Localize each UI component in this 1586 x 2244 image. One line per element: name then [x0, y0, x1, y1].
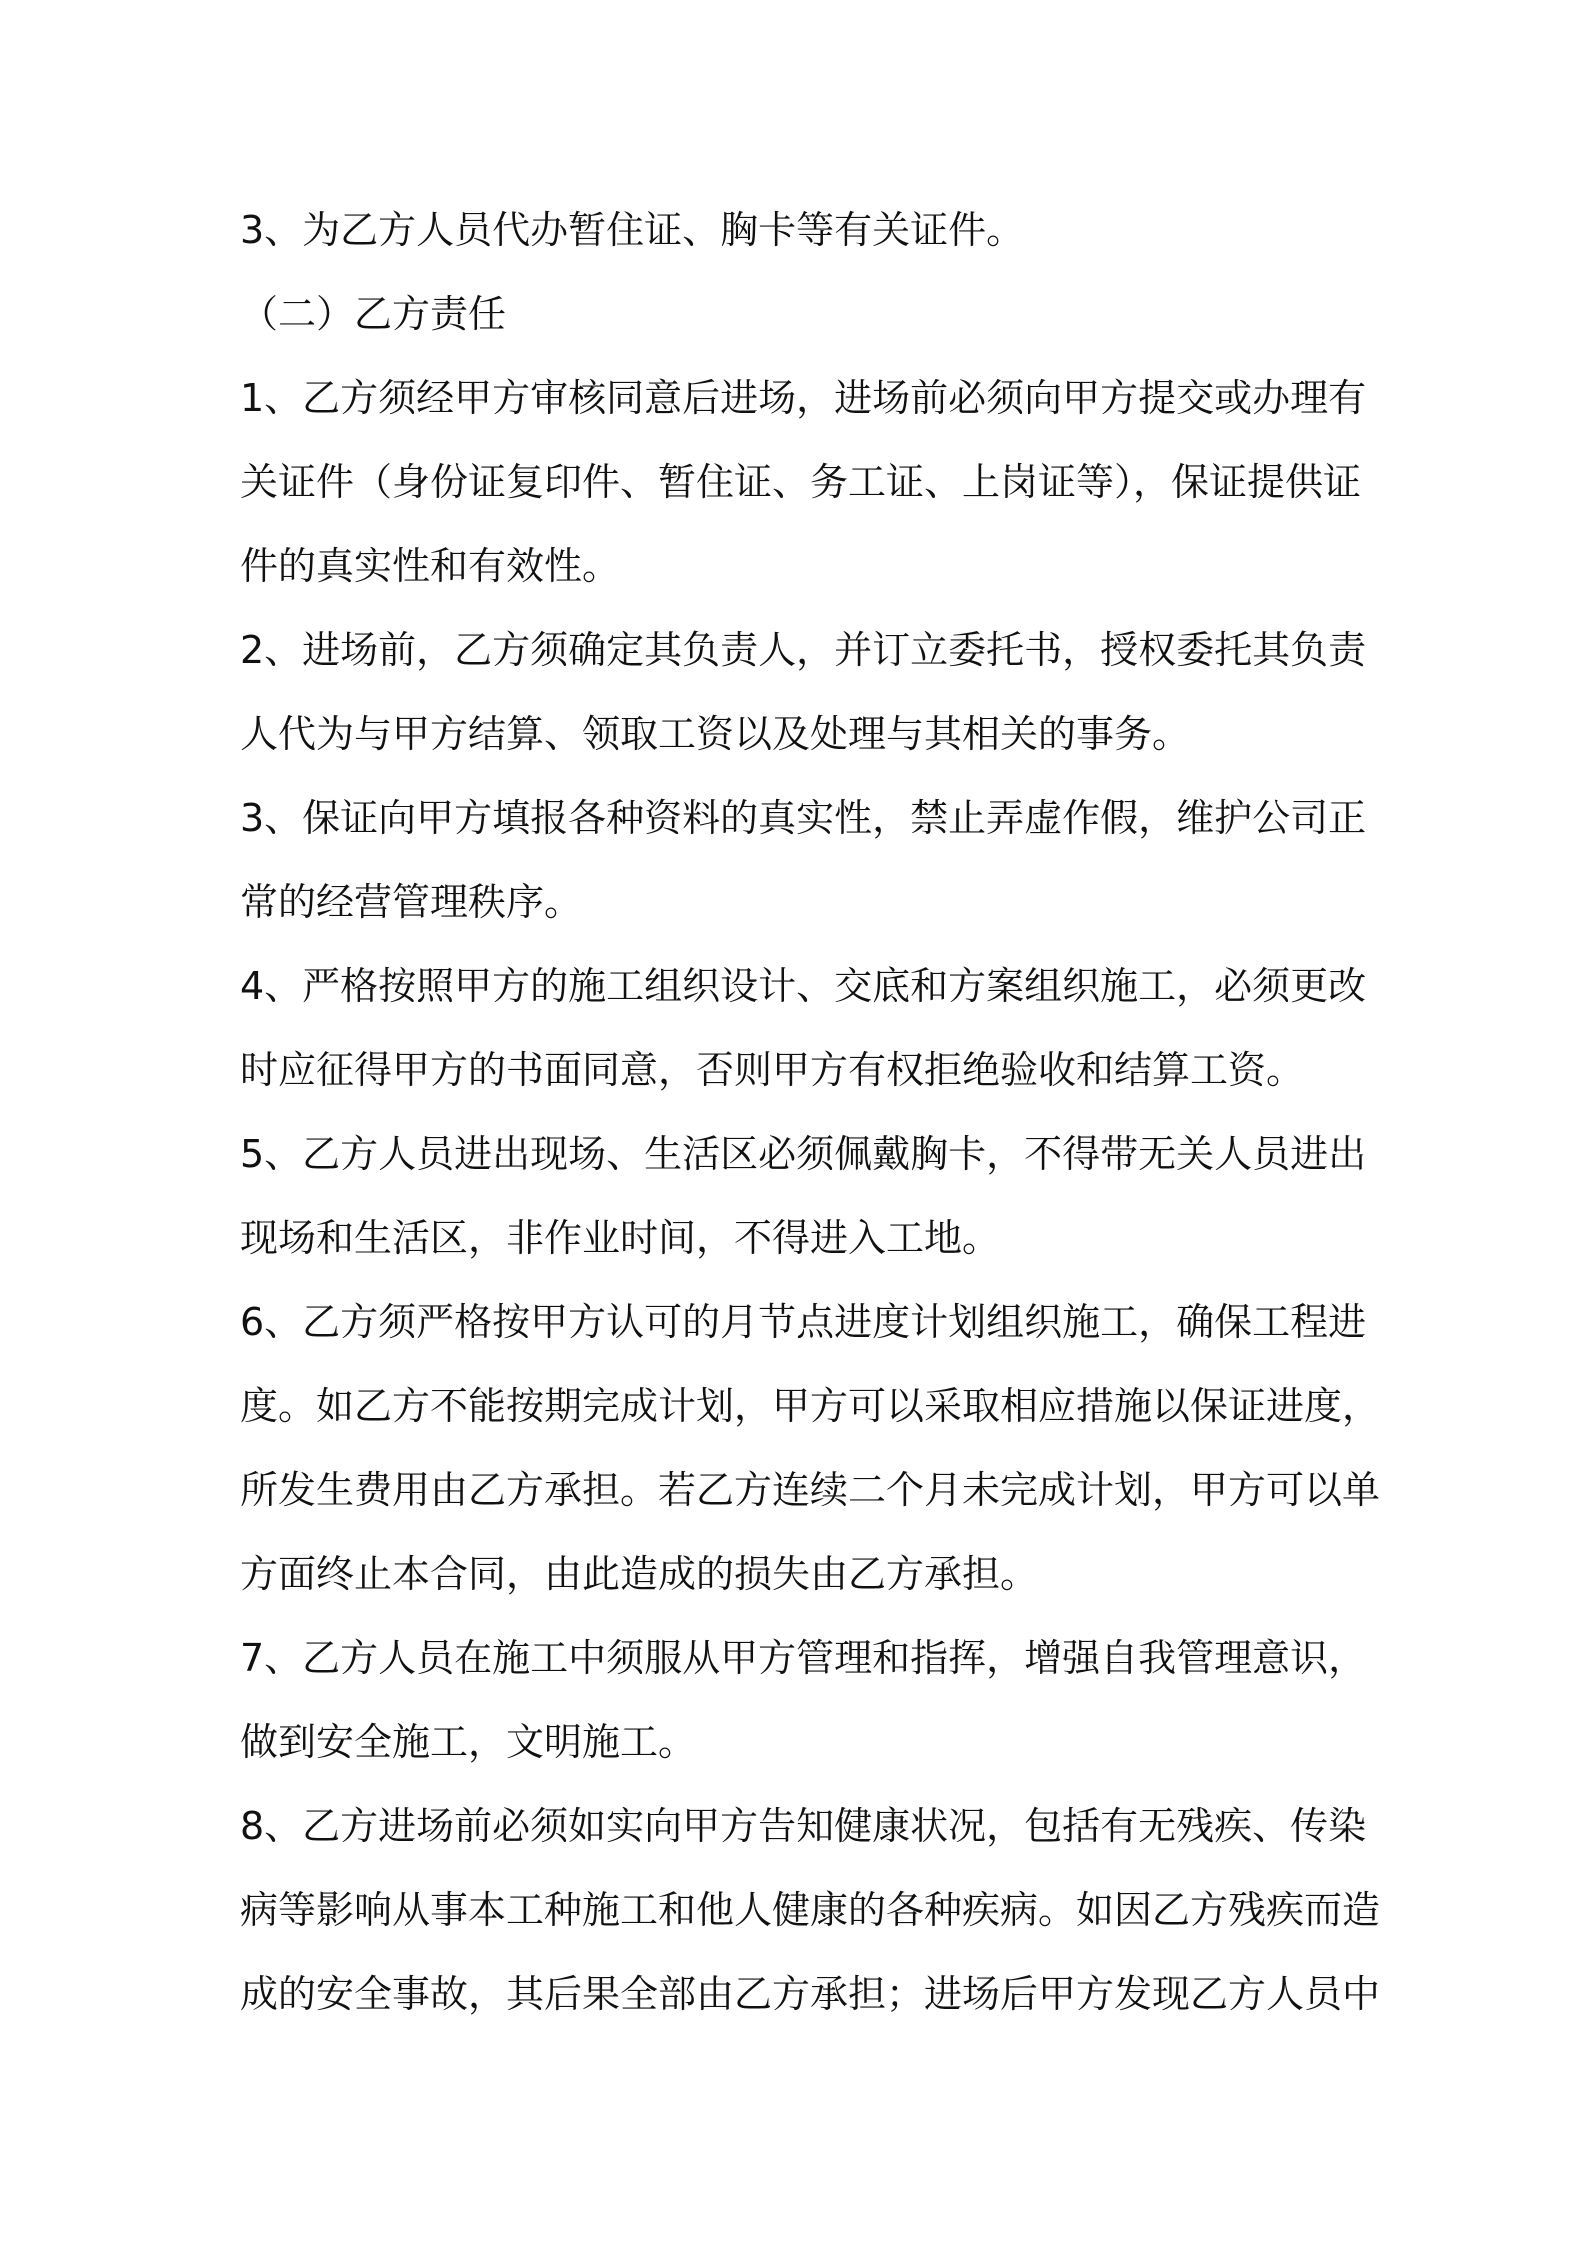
text-line: 关证件（身份证复印件、暂住证、务工证、上岗证等），保证提供证 [240, 460, 1362, 504]
text-line: 病等影响从事本工种施工和他人健康的各种疾病。如因乙方残疾而造 [240, 1888, 1381, 1932]
text-line: 方面终止本合同，由此造成的损失由乙方承担。 [240, 1552, 1039, 1596]
text-line: 8、乙方进场前必须如实向甲方告知健康状况，包括有无残疾、传染 [240, 1804, 1367, 1848]
text-line: 成的安全事故，其后果全部由乙方承担；进场后甲方发现乙方人员中 [240, 1972, 1381, 2016]
text-line: 1、乙方须经甲方审核同意后进场，进场前必须向甲方提交或办理有 [240, 376, 1367, 420]
text-line: 4、严格按照甲方的施工组织设计、交底和方案组织施工，必须更改 [240, 964, 1367, 1008]
text-line: 时应征得甲方的书面同意，否则甲方有权拒绝验收和结算工资。 [240, 1048, 1305, 1092]
text-line: 3、保证向甲方填报各种资料的真实性，禁止弄虚作假，维护公司正 [240, 796, 1367, 840]
text-line: 常的经营管理秩序。 [240, 880, 583, 924]
text-line: 现场和生活区，非作业时间，不得进入工地。 [240, 1216, 1001, 1260]
text-line: 做到安全施工，文明施工。 [240, 1720, 697, 1764]
text-line: 人代为与甲方结算、领取工资以及处理与其相关的事务。 [240, 712, 1191, 756]
text-line: 件的真实性和有效性。 [240, 544, 621, 588]
text-line: 度。如乙方不能按期完成计划，甲方可以采取相应措施以保证进度， [240, 1384, 1381, 1428]
section-heading-party-b-responsibility: （二）乙方责任 [240, 292, 507, 336]
text-line: 2、进场前，乙方须确定其负责人，并订立委托书，授权委托其负责 [240, 628, 1367, 672]
text-line: 7、乙方人员在施工中须服从甲方管理和指挥，增强自我管理意识， [240, 1636, 1367, 1680]
text-line: 5、乙方人员进出现场、生活区必须佩戴胸卡，不得带无关人员进出 [240, 1132, 1367, 1176]
text-line: 所发生费用由乙方承担。若乙方连续二个月未完成计划，甲方可以单 [240, 1468, 1381, 1512]
text-line-party-a-item-3: 3、为乙方人员代办暂住证、胸卡等有关证件。 [240, 208, 1025, 252]
text-line: 6、乙方须严格按甲方认可的月节点进度计划组织施工，确保工程进 [240, 1300, 1367, 1344]
